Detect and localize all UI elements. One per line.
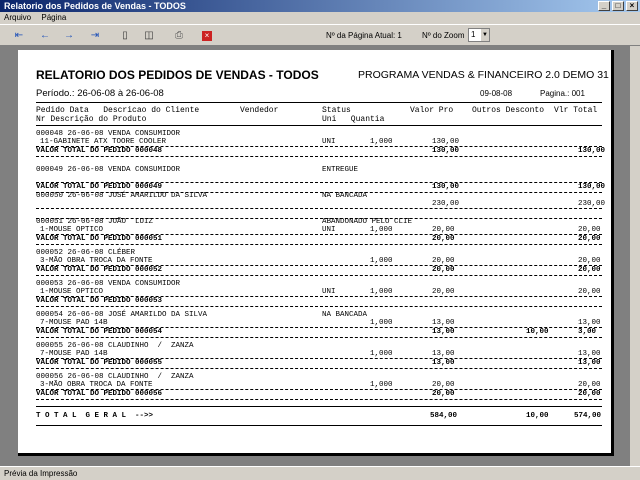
order-status: NA BANCADA [322,192,368,200]
order-quantity: 1,000 [370,226,393,234]
order-price: 20,00 [432,226,455,234]
header-unit-qty: Uni Quantia [322,115,385,124]
order-summary-discount: 10,00 [526,328,549,336]
header-product: Nr Descrição do Produto [36,115,147,124]
order-price: 20,00 [432,257,455,265]
order-quantity: 1,000 [370,257,393,265]
header-value: Valor Pro [410,106,454,115]
order-summary-value: 20,00 [432,235,455,243]
order-item: 11-GABINETE ATX TOORE COOLER [40,138,167,146]
order-quantity: 1,000 [370,319,393,327]
menu-arquivo[interactable]: Arquivo [4,13,32,22]
minimize-button[interactable]: _ [598,1,610,11]
order-summary-value: 20,00 [432,390,455,398]
order-quantity: 1,000 [370,288,393,296]
order-summary-label: VALOR TOTAL DO PEDIDO 000049 [36,183,163,191]
order-price: 20,00 [432,288,455,296]
order-summary-total: 20,00 [578,235,601,243]
next-page-icon[interactable]: → [64,30,74,41]
order-unit: UNI [322,226,336,234]
order-header: 000049 26-06-08 VENDA CONSUMIDOR [36,166,181,174]
grand-total-label: T O T A L G E R A L -->> [36,412,154,420]
close-button[interactable]: × [626,1,638,11]
order-unit: UNI [322,288,336,296]
report-period: Período.: 26-06-08 à 26-06-08 [36,88,164,99]
report-page [18,50,614,456]
maximize-button[interactable]: □ [612,1,624,11]
order-summary-total: 3,00 [578,328,597,336]
menu-bar [0,12,640,24]
toolbar [0,24,640,46]
order-summary-label: VALOR TOTAL DO PEDIDO 000055 [36,359,163,367]
order-summary-total: 20,00 [578,390,601,398]
order-summary-value: 13,00 [432,328,455,336]
order-quantity: 1,000 [370,381,393,389]
order-summary-label: VALOR TOTAL DO PEDIDO 000048 [36,147,163,155]
order-line-total: 20,00 [578,288,601,296]
order-line-total: 230,00 [578,200,606,208]
page-single-icon[interactable]: ▯ [122,30,128,41]
order-line-total: 13,00 [578,319,601,327]
order-status: ABANDONADO PELO CLIE [322,218,413,226]
order-line-total: 13,00 [578,350,601,358]
order-summary-label: VALOR TOTAL DO PEDIDO 000056 [36,390,163,398]
printer-icon[interactable]: ⎙ [175,30,183,41]
header-seller: Vendedor [240,106,279,115]
order-header: 000048 26-06-08 VENDA CONSUMIDOR [36,130,181,138]
header-order: Pedido Data Descricao do Cliente [36,106,200,115]
order-summary-total: 130,00 [578,147,606,155]
preview-viewport [0,46,640,466]
order-price: 13,00 [432,350,455,358]
order-header: 000054 26-06-08 JOSÉ AMARILDO DA SILVA [36,311,208,319]
grand-total-value: 584,00 [430,412,458,420]
order-summary-value: 130,00 [432,147,460,155]
order-summary-value: 20,00 [432,266,455,274]
program-name: PROGRAMA VENDAS & FINANCEIRO 2.0 DEMO 31 [358,69,609,81]
first-page-icon[interactable]: ⇤ [14,30,24,41]
order-header: 000050 26-06-08 JOSÉ AMARILDO DA SILVA [36,192,208,200]
order-summary-value: 13,00 [432,359,455,367]
chevron-down-icon[interactable]: ▼ [481,29,489,41]
order-summary-total: 130,00 [578,183,606,191]
current-page-label: Nº da Página Atual: 1 [326,31,402,40]
order-header: 000056 26-06-08 CLAUDINHO / ZANZA [36,373,194,381]
order-price: 130,00 [432,138,460,146]
order-line-total: 20,00 [578,226,601,234]
order-item: 3-MÃO OBRA TROCA DA FONTE [40,381,153,389]
status-bar [0,466,640,480]
header-total: Vlr Total [554,106,598,115]
page-double-icon[interactable]: ◫ [144,30,154,41]
report-date: 09-08-08 [480,89,513,98]
order-item: 3-MÃO OBRA TROCA DA FONTE [40,257,153,265]
order-item: 1-MOUSE OPTICO [40,226,104,234]
order-summary-label: VALOR TOTAL DO PEDIDO 000053 [36,297,163,305]
order-price: 20,00 [432,381,455,389]
menu-pagina[interactable]: Página [41,13,67,22]
order-line-total: 20,00 [578,381,601,389]
prev-page-icon[interactable]: ← [40,30,50,41]
header-status: Status [322,106,351,115]
order-quantity: 1,000 [370,138,393,146]
order-summary-label: VALOR TOTAL DO PEDIDO 000051 [36,235,163,243]
report-page-number: Pagina.: 001 [540,89,585,98]
last-page-icon[interactable]: ⇥ [90,30,100,41]
zoom-select[interactable] [468,28,490,42]
order-header: 000052 26-06-08 CLÉBER [36,249,136,257]
grand-total-discount: 10,00 [526,412,549,420]
order-price: 230,00 [432,200,460,208]
order-item: 7-MOUSE PAD 14B [40,350,108,358]
order-quantity: 1,000 [370,350,393,358]
order-summary-total: 13,00 [578,359,601,367]
order-summary-total: 20,00 [578,266,601,274]
order-unit: UNI [322,138,336,146]
report-title: RELATORIO DOS PEDIDOS DE VENDAS - TODOS [36,68,319,82]
order-summary-label: VALOR TOTAL DO PEDIDO 000052 [36,266,163,274]
order-status: ENTREGUE [322,166,359,174]
grand-total-net: 574,00 [574,412,602,420]
order-price: 13,00 [432,319,455,327]
zoom-label: Nº do Zoom [422,31,465,40]
order-header: 000051 26-06-08 JOÃO LUIZ [36,218,154,226]
title-bar [0,0,640,12]
order-header: 000053 26-06-08 VENDA CONSUMIDOR [36,280,181,288]
zoom-value: 1 [471,30,476,39]
vertical-scrollbar[interactable] [630,46,640,466]
close-preview-icon[interactable]: × [202,31,212,41]
status-text: Prévia da Impressão [4,469,78,478]
order-item: 1-MOUSE OPTICO [40,288,104,296]
order-summary-label: VALOR TOTAL DO PEDIDO 000054 [36,328,163,336]
order-status: NA BANCADA [322,311,368,319]
order-header: 000055 26-06-08 CLAUDINHO / ZANZA [36,342,194,350]
header-discount: Outros Desconto [472,106,545,115]
order-summary-value: 130,00 [432,183,460,191]
order-line-total: 20,00 [578,257,601,265]
order-item: 7-MOUSE PAD 14B [40,319,108,327]
window-title: Relatorio dos Pedidos de Vendas - TODOS [4,1,186,11]
